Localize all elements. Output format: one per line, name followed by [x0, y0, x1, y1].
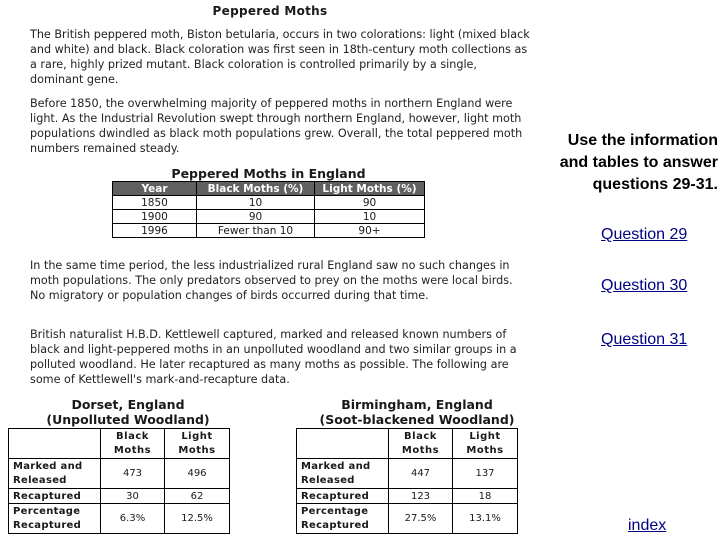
document-title: Peppered Moths [212, 4, 328, 18]
cell-light: 496 [165, 459, 230, 489]
cell-year: 1996 [113, 224, 197, 238]
row-label: Percentage Recaptured [297, 504, 389, 534]
dorset-recapture-table [8, 428, 230, 534]
england-moths-table [112, 181, 425, 238]
birmingham-recapture-table [296, 428, 518, 534]
cell-black: 10 [197, 196, 315, 210]
paragraph-intro: The British peppered moth, Biston betularia, occurs in two colorations: light (mixed black and white) and black. Black coloration was first seen in 18th-century moth collections as a rare, highly prized mutant. Black coloration is controlled primarily by a single, dominant gene. [30, 28, 530, 86]
cell-light: 90+ [315, 224, 425, 238]
dorset-title-line1: Dorset, England [71, 397, 185, 412]
england-table-title: Peppered Moths in England [171, 166, 366, 181]
table-row [113, 224, 425, 238]
cell-light: 18 [453, 489, 518, 504]
light-moths-header: Light Moths [165, 429, 230, 459]
cell-black: Fewer than 10 [197, 224, 315, 238]
birmingham-title-line1: Birmingham, England [341, 397, 493, 412]
blank-header-cell [9, 429, 101, 459]
table-row [297, 504, 518, 534]
cell-black: 6.3% [101, 504, 165, 534]
cell-black: 123 [389, 489, 453, 504]
table-row [113, 210, 425, 224]
cell-light: 10 [315, 210, 425, 224]
cell-light: 62 [165, 489, 230, 504]
cell-black: 90 [197, 210, 315, 224]
cell-light: 13.1% [453, 504, 518, 534]
paragraph-rural: In the same time period, the less industrialized rural England saw no such changes in moth populations. The only predators observed to prey on the moths were local birds. No migratory or population changes of birds occurred during that time. [30, 259, 513, 302]
table-row [113, 196, 425, 210]
black-moths-header: Black Moths [389, 429, 453, 459]
cell-black: 473 [101, 459, 165, 489]
row-label: Recaptured [297, 489, 389, 504]
instructions-line: questions 29-31. [592, 176, 718, 193]
cell-light: 90 [315, 196, 425, 210]
paragraph-kettlewell: British naturalist H.B.D. Kettlewell captured, marked and released known numbers of black and light-peppered moths in an unpolluted woodland and two similar groups in a polluted woodland. He later recaptured as many moths as possible. The following are some of Kettlewell's mark-and-recapture data. [30, 328, 517, 386]
instructions-line: Use the information [567, 132, 718, 149]
table-row [9, 489, 230, 504]
black-moths-header: Black Moths [101, 429, 165, 459]
table-row [297, 489, 518, 504]
birmingham-table-title [292, 397, 542, 427]
row-label: Percentage Recaptured [9, 504, 101, 534]
cell-black: 27.5% [389, 504, 453, 534]
col-year-header: Year [113, 182, 197, 196]
dorset-table-title [8, 397, 248, 427]
instructions-text [534, 130, 718, 196]
col-black-header: Black Moths (%) [197, 182, 315, 196]
cell-light: 137 [453, 459, 518, 489]
cell-year: 1900 [113, 210, 197, 224]
row-label: Recaptured [9, 489, 101, 504]
light-moths-header: Light Moths [453, 429, 518, 459]
row-label: Marked and Released [297, 459, 389, 489]
cell-light: 12.5% [165, 504, 230, 534]
table-row [9, 459, 230, 489]
instructions-line: and tables to answer [559, 154, 718, 171]
birmingham-title-line2: (Soot-blackened Woodland) [319, 412, 515, 427]
cell-black: 447 [389, 459, 453, 489]
table-row [9, 504, 230, 534]
question-30-link[interactable]: Question 30 [601, 277, 688, 294]
row-label: Marked and Released [9, 459, 101, 489]
blank-header-cell [297, 429, 389, 459]
question-31-link[interactable]: Question 31 [601, 331, 688, 348]
question-29-link[interactable]: Question 29 [601, 226, 688, 243]
table-row [297, 459, 518, 489]
dorset-title-line2: (Unpolluted Woodland) [46, 412, 210, 427]
paragraph-industrial: Before 1850, the overwhelming majority of peppered moths in northern England were light. As the Industrial Revolution swept through northern England, however, light moth populations dwindled as black moth populations grew. Overall, the total peppered moth numbers remained steady. [30, 97, 523, 155]
index-link[interactable]: index [628, 517, 667, 534]
cell-year: 1850 [113, 196, 197, 210]
cell-black: 30 [101, 489, 165, 504]
col-light-header: Light Moths (%) [315, 182, 425, 196]
